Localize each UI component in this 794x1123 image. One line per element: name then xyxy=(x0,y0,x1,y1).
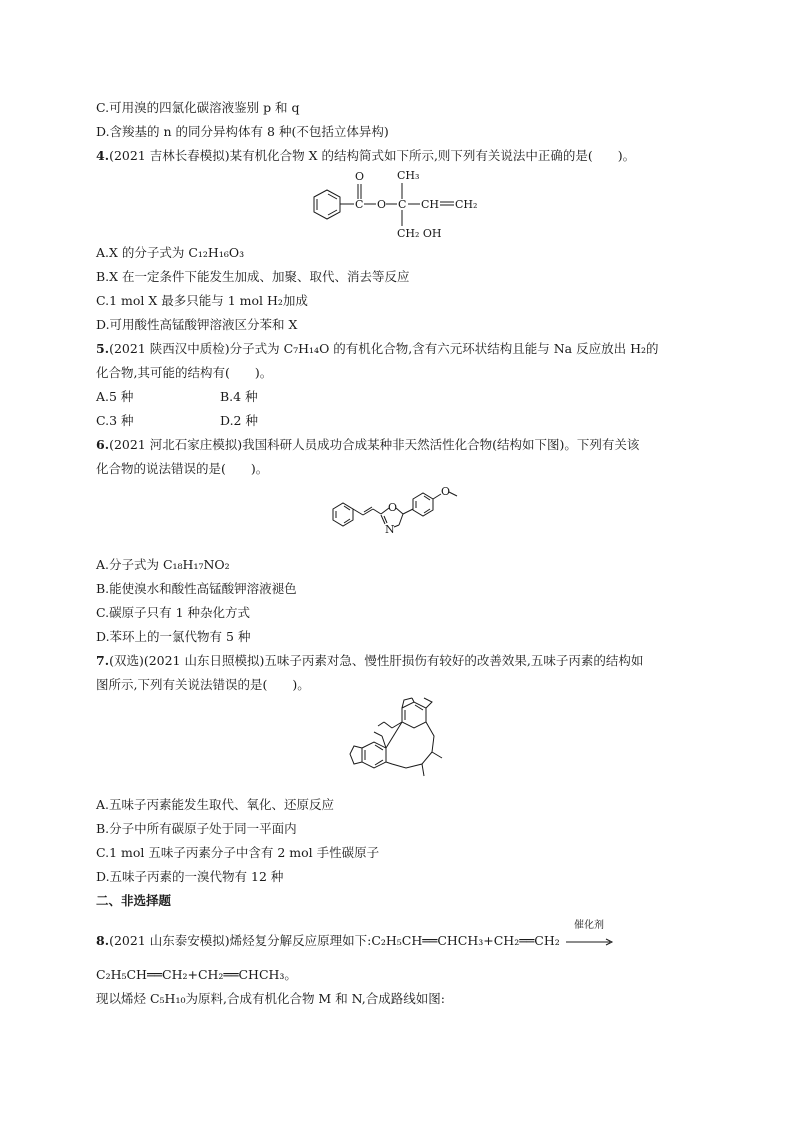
q4-option-b: B.X 在一定条件下能发生加成、加聚、取代、消去等反应 xyxy=(96,269,410,284)
q5-option-d: D.2 种 xyxy=(220,413,258,428)
q8-stem xyxy=(96,932,560,950)
q7-option-b: B.分子中所有碳原子处于同一平面内 xyxy=(96,821,297,836)
q5-option-b: B.4 种 xyxy=(220,389,258,404)
q4-stem-text: (2021 吉林长春模拟)某有机化合物 X 的结构简式如下所示,则下列有关说法中正确的是( )。 xyxy=(109,148,636,163)
q3-option-c: C.可用溴的四氯化碳溶液鉴别 p 和 q xyxy=(96,100,300,115)
q7-stem-text: (双选)(2021 山东日照模拟)五味子丙素对急、慢性肝损伤有较好的改善效果,五味子丙素的结构如 xyxy=(109,653,644,668)
q8-stem-text: (2021 山东泰安模拟)烯烃复分解反应原理如下:C₂H₅CH══CHCH₃+CH₂══CH₂ xyxy=(109,933,560,948)
q7-stem-line2: 图所示,下列有关说法错误的是( )。 xyxy=(96,677,310,692)
q7-option-c: C.1 mol 五味子丙素分子中含有 2 mol 手性碳原子 xyxy=(96,845,380,860)
q6-ring-oxygen: O xyxy=(388,501,398,514)
q4-option-d: D.可用酸性高锰酸钾溶液区分苯和 X xyxy=(96,317,298,332)
q8-line3: 现以烯烃 C₅H₁₀为原料,合成有机化合物 M 和 N,合成路线如图: xyxy=(96,991,445,1006)
q8-product: C₂H₅CH══CH₂+CH₂══CHCH₃。 xyxy=(96,967,297,982)
q4-carbonyl-oxygen: O xyxy=(355,170,365,183)
q4-number: 4. xyxy=(96,148,110,163)
q6-structure xyxy=(325,482,475,544)
q4-ch2oh: CH₂ OH xyxy=(397,227,442,240)
q7-stem-line1 xyxy=(96,652,643,670)
q6-option-c: C.碳原子只有 1 种杂化方式 xyxy=(96,605,250,620)
q4-option-c: C.1 mol X 最多只能与 1 mol H₂加成 xyxy=(96,293,308,308)
q8-reaction-arrow xyxy=(566,920,616,944)
section-heading: 二、非选择题 xyxy=(96,893,172,908)
q7-option-a: A.五味子丙素能发生取代、氧化、还原反应 xyxy=(96,797,335,812)
q4-option-a: A.X 的分子式为 C₁₂H₁₆O₃ xyxy=(96,245,245,260)
q6-methoxy-oxygen: O xyxy=(441,485,451,498)
q6-ring-nitrogen: N xyxy=(385,523,395,536)
q4-ch2-terminal: CH₂ xyxy=(455,198,478,211)
q5-option-c: C.3 种 xyxy=(96,413,134,428)
q6-option-a: A.分子式为 C₁₈H₁₇NO₂ xyxy=(96,557,230,572)
q3-option-d: D.含羧基的 n 的同分异构体有 8 种(不包括立体异构) xyxy=(96,124,389,139)
q4-structure xyxy=(300,166,500,242)
q5-stem-line2: 化合物,其可能的结构有( )。 xyxy=(96,365,273,380)
q4-stem xyxy=(96,147,635,165)
q4-carbon-2: C xyxy=(398,198,407,211)
q4-ch: CH xyxy=(421,198,440,211)
q8-number: 8. xyxy=(96,933,110,948)
q4-ester-oxygen: O xyxy=(377,198,387,211)
arrow-icon xyxy=(566,937,616,947)
q5-stem-text: (2021 陕西汉中质检)分子式为 C₇H₁₄O 的有机化合物,含有六元环状结构且能与 Na 反应放出 H₂的 xyxy=(109,341,659,356)
q6-stem-text: (2021 河北石家庄模拟)我国科研人员成功合成某种非天然活性化合物(结构如下图)。下列有关该 xyxy=(109,437,640,452)
q7-number: 7. xyxy=(96,653,110,668)
q4-carbon-1: C xyxy=(355,198,364,211)
q5-option-a: A.5 种 xyxy=(96,389,134,404)
q6-stem-line2: 化合物的说法错误的是( )。 xyxy=(96,461,269,476)
q6-stem-line1 xyxy=(96,436,639,454)
q7-option-d: D.五味子丙素的一溴代物有 12 种 xyxy=(96,869,284,884)
q5-number: 5. xyxy=(96,341,110,356)
q6-option-d: D.苯环上的一氯代物有 5 种 xyxy=(96,629,251,644)
q5-stem-line1 xyxy=(96,340,659,358)
q6-option-b: B.能使溴水和酸性高锰酸钾溶液褪色 xyxy=(96,581,297,596)
q4-methyl: CH₃ xyxy=(397,169,420,182)
q6-number: 6. xyxy=(96,437,110,452)
q7-structure xyxy=(342,696,452,792)
catalyst-label: 催化剂 xyxy=(574,920,604,931)
